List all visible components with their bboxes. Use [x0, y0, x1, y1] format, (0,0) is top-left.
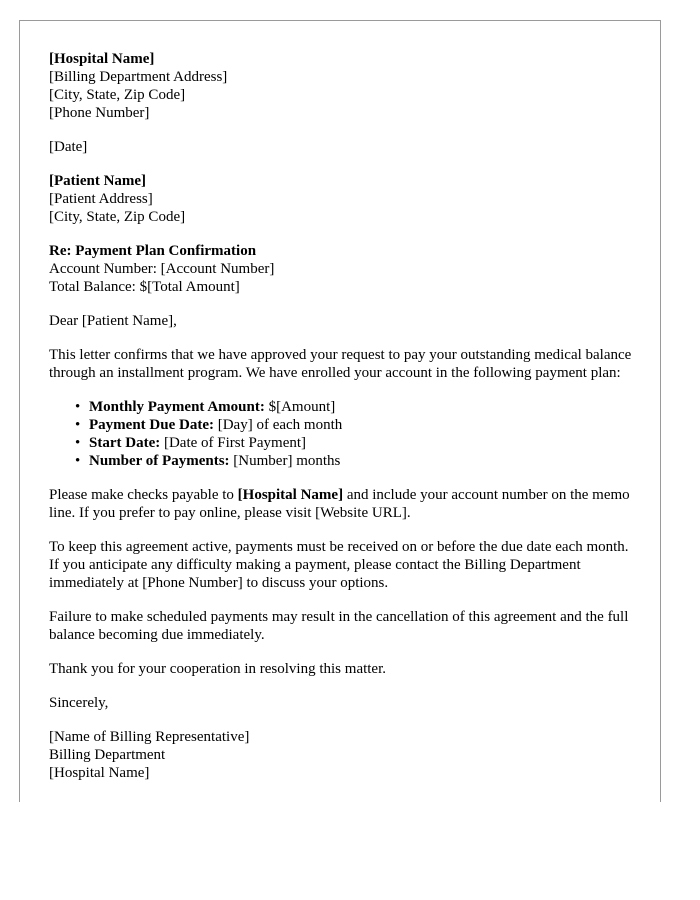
hospital-phone: [Phone Number]: [49, 105, 150, 121]
signer-department: Billing Department: [49, 747, 166, 763]
bullet-icon: •: [75, 435, 81, 451]
bullet-icon: •: [75, 453, 81, 469]
signature-block: [49, 728, 639, 782]
reference-block: [49, 242, 639, 296]
intro-paragraph: This letter confirms that we have approved your request to pay your outstanding medical balance through an installment program. We have enrolled your account in the following payment plan:: [49, 347, 632, 381]
salutation: Dear [Patient Name],: [49, 313, 177, 329]
plan-item-due-date: • Payment Due Date: [Day] of each month: [75, 417, 343, 433]
letter-content: [49, 50, 639, 782]
closing: Sincerely,: [49, 695, 109, 711]
hospital-address: [Billing Department Address]: [49, 69, 228, 85]
letter-date: [Date]: [49, 139, 88, 155]
hospital-name: [Hospital Name]: [49, 51, 155, 67]
thanks-paragraph: Thank you for your cooperation in resolving this matter.: [49, 661, 387, 677]
plan-item-monthly-amount: • Monthly Payment Amount: $[Amount]: [75, 399, 336, 415]
plan-item-number-of-payments: • Number of Payments: [Number] months: [75, 453, 341, 469]
agreement-paragraph: To keep this agreement active, payments must be received on or before the due date each month. If you anticipate any difficulty making a payment, please contact the Billing Department immediately at [Phone Number] to discuss your options.: [49, 539, 629, 591]
bullet-icon: •: [75, 399, 81, 415]
subject-line: Re: Payment Plan Confirmation: [49, 243, 257, 259]
patient-address: [Patient Address]: [49, 191, 153, 207]
signer-hospital: [Hospital Name]: [49, 765, 150, 781]
plan-item-start-date: • Start Date: [Date of First Payment]: [75, 435, 307, 451]
letter-page: [19, 20, 661, 802]
bullet-icon: •: [75, 417, 81, 433]
sender-address-block: [49, 50, 639, 122]
account-number-line: Account Number: [Account Number]: [49, 261, 275, 277]
patient-city-state-zip: [City, State, Zip Code]: [49, 209, 186, 225]
payment-instructions-paragraph: Please make checks payable to [Hospital Name] and include your account number on the memo line. If you prefer to pay online, please visit [Website URL].: [49, 487, 630, 521]
failure-paragraph: Failure to make scheduled payments may result in the cancellation of this agreement and the full balance becoming due immediately.: [49, 609, 629, 643]
total-balance-line: Total Balance: $[Total Amount]: [49, 279, 240, 295]
payment-plan-list: [49, 398, 639, 470]
signer-name: [Name of Billing Representative]: [49, 729, 250, 745]
recipient-address-block: [49, 172, 639, 226]
hospital-city-state-zip: [City, State, Zip Code]: [49, 87, 186, 103]
date-block: [49, 138, 639, 156]
patient-name: [Patient Name]: [49, 173, 147, 189]
